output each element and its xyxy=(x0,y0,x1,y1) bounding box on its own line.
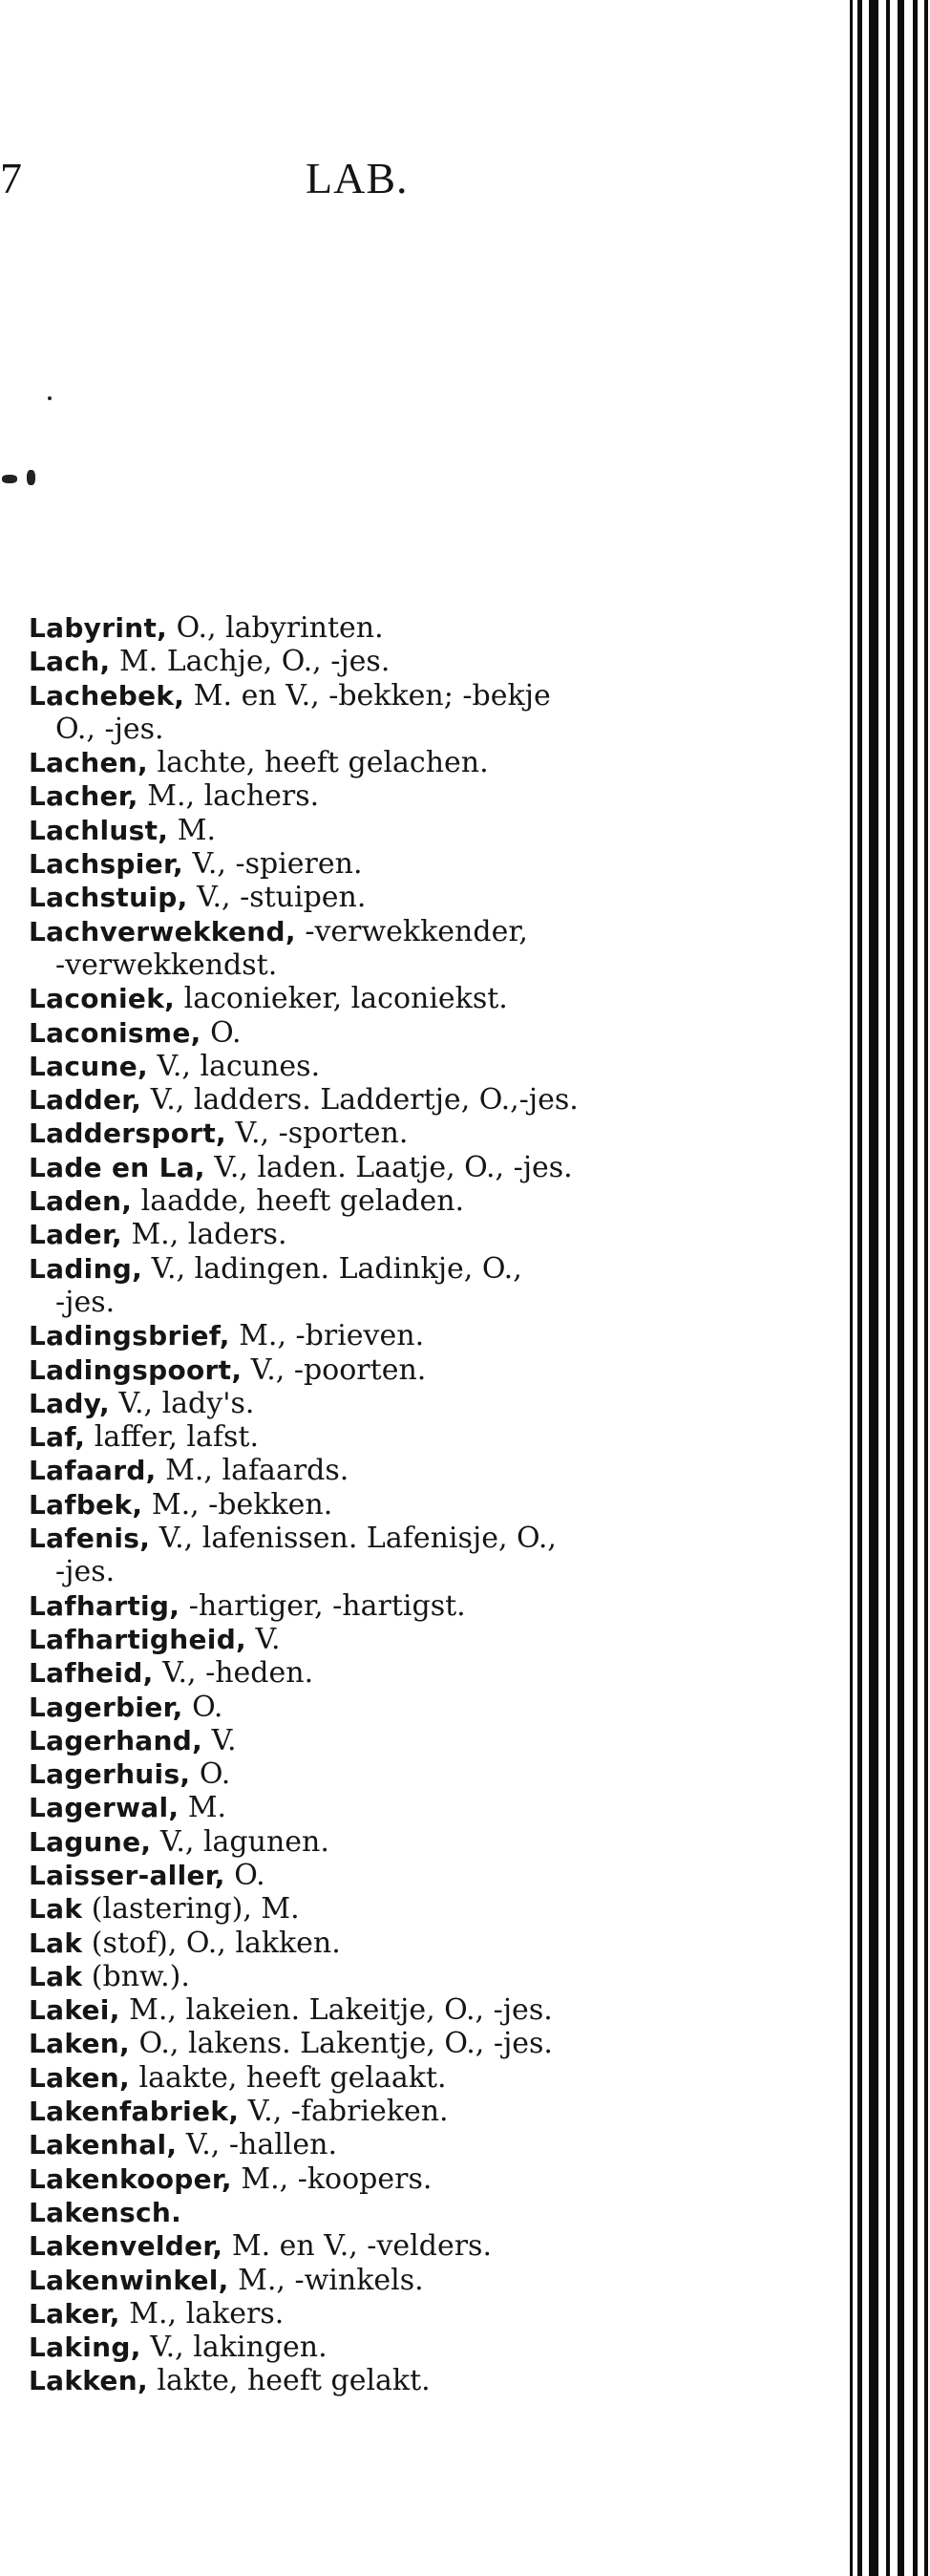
entry-headword: Lafenis, xyxy=(29,1522,151,1555)
entry-text: M. en V., -bekken; -bekje xyxy=(184,678,551,713)
dictionary-entry xyxy=(29,1050,831,1083)
entry-text: M., -winkels. xyxy=(228,2263,424,2297)
running-head: LAB. xyxy=(306,154,409,202)
dictionary-entry xyxy=(29,746,831,779)
dictionary-entry xyxy=(29,2196,831,2229)
entry-headword: Lachstuip, xyxy=(29,882,188,914)
dictionary-entry xyxy=(29,1353,831,1387)
entry-text: M. en V., -velders. xyxy=(222,2229,492,2264)
entry-text: lakte, heeft gelakt. xyxy=(147,2364,431,2398)
ink-speck xyxy=(48,396,52,400)
dictionary-entry xyxy=(29,881,831,914)
entry-headword: Labyrint, xyxy=(29,612,168,644)
dictionary-entry xyxy=(29,2364,831,2397)
entry-text: M., lakeien. Lakeitje, O., -jes. xyxy=(119,1993,553,2028)
entry-headword: Lafhartig, xyxy=(29,1589,180,1622)
entry-headword: Laken, xyxy=(29,2061,130,2094)
entry-text: O., lakens. Lakentje, O., -jes. xyxy=(129,2027,553,2061)
dictionary-entry xyxy=(29,1184,831,1218)
entry-text: M. xyxy=(179,1791,227,1825)
entry-headword: Lady, xyxy=(29,1387,110,1419)
dictionary-entry xyxy=(29,1117,831,1150)
dictionary-entry xyxy=(29,1691,831,1724)
dictionary-entry-list xyxy=(29,611,831,2398)
entry-headword: Laken, xyxy=(29,2028,130,2060)
dictionary-entry xyxy=(29,1724,831,1757)
dictionary-entry xyxy=(29,1522,831,1589)
entry-text: M., -brieven. xyxy=(229,1319,425,1353)
dictionary-entry xyxy=(29,1791,831,1824)
dictionary-entry xyxy=(29,1993,831,2027)
dictionary-entry xyxy=(29,1319,831,1352)
dictionary-entry xyxy=(29,2264,831,2297)
entry-headword: Lakenvelder, xyxy=(29,2230,223,2263)
entry-headword: Lak xyxy=(29,1893,83,1926)
ink-blot xyxy=(27,470,35,485)
entry-headword: Lafhartigheid, xyxy=(29,1623,246,1655)
entry-headword: Lafbek, xyxy=(29,1488,143,1521)
dictionary-entry xyxy=(29,645,831,678)
dictionary-entry xyxy=(29,2027,831,2060)
entry-text: V., -hallen. xyxy=(177,2128,338,2162)
entry-headword: Lagerbier, xyxy=(29,1691,183,1723)
entry-headword: Lakensch. xyxy=(29,2196,182,2228)
dictionary-entry xyxy=(29,1589,831,1623)
dictionary-entry xyxy=(29,2061,831,2095)
entry-headword: Lakei, xyxy=(29,1994,120,2027)
entry-headword: Lak xyxy=(29,1927,83,1959)
dictionary-entry xyxy=(29,1252,831,1320)
entry-headword: Ladder, xyxy=(29,1084,142,1117)
entry-headword: Lafheid, xyxy=(29,1657,154,1690)
entry-headword: Lakenfabriek, xyxy=(29,2096,240,2128)
entry-text: laakte, heeft gelaakt. xyxy=(129,2060,447,2095)
entry-headword: Lafaard, xyxy=(29,1455,157,1487)
dictionary-entry xyxy=(29,1151,831,1184)
entry-headword: Lade en La, xyxy=(29,1151,205,1183)
dictionary-entry xyxy=(29,1825,831,1859)
dictionary-entry xyxy=(29,679,831,747)
dictionary-entry xyxy=(29,1016,831,1050)
entry-headword: Laf, xyxy=(29,1421,86,1454)
dictionary-entry xyxy=(29,1927,831,1960)
entry-headword: Lagerwal, xyxy=(29,1792,180,1824)
entry-headword: Lader, xyxy=(29,1219,122,1251)
dictionary-entry xyxy=(29,1757,831,1791)
entry-text: O., labyrinten. xyxy=(167,611,384,645)
entry-headword: Laconiek, xyxy=(29,983,176,1015)
entry-headword: Lading, xyxy=(29,1252,143,1285)
entry-text: V., lafenissen. Lafenisje, O., xyxy=(150,1522,557,1556)
entry-text: V., -stuipen. xyxy=(187,881,367,915)
entry-text: V., ladingen. Ladinkje, O., xyxy=(142,1251,522,1286)
dictionary-entry xyxy=(29,2229,831,2263)
entry-headword: Lagerhand, xyxy=(29,1724,203,1756)
entry-text: V., lady's. xyxy=(110,1386,255,1420)
entry-text: -verwekkender, xyxy=(295,914,528,948)
dictionary-entry xyxy=(29,611,831,645)
dictionary-entry xyxy=(29,1387,831,1420)
binding-edge xyxy=(848,0,930,2576)
ink-blot xyxy=(2,475,17,483)
dictionary-entry xyxy=(29,2331,831,2364)
entry-headword: Lachlust, xyxy=(29,814,169,846)
entry-text: O. xyxy=(201,1015,242,1050)
dictionary-entry xyxy=(29,814,831,847)
entry-text: V., lakingen. xyxy=(140,2331,328,2365)
entry-text: M., lakers. xyxy=(119,2296,285,2331)
entry-text: V., lagunen. xyxy=(151,1824,329,1859)
entry-text: M. xyxy=(168,813,216,847)
dictionary-entry xyxy=(29,2297,831,2331)
entry-text: O. xyxy=(182,1690,223,1724)
entry-headword: Laker, xyxy=(29,2297,120,2330)
entry-headword: Lacher, xyxy=(29,780,138,813)
entry-continuation: O., -jes. xyxy=(55,712,164,746)
entry-text: (bnw.). xyxy=(82,1959,190,1993)
entry-text: V., lacunes. xyxy=(147,1049,321,1083)
page-number: 7 xyxy=(0,154,22,202)
dictionary-entry xyxy=(29,915,831,983)
entry-text: V., laden. Laatje, O., -jes. xyxy=(204,1150,573,1184)
dictionary-entry xyxy=(29,1488,831,1522)
dictionary-entry xyxy=(29,1960,831,1993)
entry-text: V., -poorten. xyxy=(242,1352,427,1387)
entry-headword: Laconisme, xyxy=(29,1016,201,1049)
entry-headword: Lach, xyxy=(29,646,111,678)
entry-text: laadde, heeft geladen. xyxy=(132,1184,465,1219)
entry-text: O. xyxy=(190,1757,231,1792)
entry-headword: Laddersport, xyxy=(29,1118,226,1150)
dictionary-entry xyxy=(29,1623,831,1656)
dictionary-entry xyxy=(29,2162,831,2196)
entry-text: M. Lachje, O., -jes. xyxy=(110,645,391,679)
entry-text: V., -sporten. xyxy=(226,1117,409,1151)
entry-text: lachte, heeft gelachen. xyxy=(147,746,489,780)
entry-headword: Laisser-aller, xyxy=(29,1859,225,1891)
dictionary-entry xyxy=(29,1218,831,1251)
entry-headword: Lakenkooper, xyxy=(29,2162,232,2195)
entry-headword: Lachverwekkend, xyxy=(29,915,296,947)
entry-text: laconieker, laconiekst. xyxy=(175,982,508,1016)
entry-text: V. xyxy=(202,1723,237,1757)
dictionary-entry xyxy=(29,1454,831,1487)
dictionary-entry xyxy=(29,1083,831,1117)
dictionary-entry xyxy=(29,1859,831,1892)
entry-headword: Lacune, xyxy=(29,1050,148,1082)
entry-text: M., laders. xyxy=(121,1218,287,1252)
entry-text: M., -bekken. xyxy=(142,1487,333,1522)
entry-text: (stof), O., lakken. xyxy=(82,1926,341,1960)
dictionary-entry xyxy=(29,847,831,881)
entry-text: -hartiger, -hartigst. xyxy=(180,1588,466,1623)
entry-text: V., -heden. xyxy=(153,1656,314,1691)
entry-headword: Lachen, xyxy=(29,747,148,779)
entry-headword: Ladingspoort, xyxy=(29,1353,243,1386)
entry-continuation: -jes. xyxy=(55,1555,116,1589)
dictionary-entry xyxy=(29,982,831,1015)
entry-headword: Laking, xyxy=(29,2331,141,2364)
entry-text: M., lachers. xyxy=(137,779,320,814)
entry-text: V., -fabrieken. xyxy=(239,2095,449,2129)
entry-headword: Lagune, xyxy=(29,1825,152,1858)
entry-text: V., -spieren. xyxy=(182,847,363,882)
entry-text: (lastering), M. xyxy=(82,1892,300,1927)
entry-headword: Lachebek, xyxy=(29,679,185,712)
dictionary-entry xyxy=(29,2095,831,2128)
entry-text: V. xyxy=(245,1622,281,1656)
dictionary-entry xyxy=(29,1892,831,1926)
entry-headword: Lagerhuis, xyxy=(29,1758,191,1791)
entry-headword: Lakenhal, xyxy=(29,2129,178,2161)
dictionary-entry xyxy=(29,1656,831,1690)
entry-headword: Lachspier, xyxy=(29,848,183,881)
entry-text: M., lafaards. xyxy=(156,1454,349,1488)
entry-headword: Laden, xyxy=(29,1185,133,1218)
entry-text: V., ladders. Laddertje, O.,-jes. xyxy=(141,1083,579,1118)
entry-headword: Lakenwinkel, xyxy=(29,2264,229,2296)
entry-text: O. xyxy=(224,1858,265,1892)
entry-continuation: -verwekkendst. xyxy=(55,947,278,982)
entry-headword: Lakken, xyxy=(29,2365,148,2397)
entry-text: M., -koopers. xyxy=(231,2161,433,2196)
dictionary-entry xyxy=(29,2128,831,2161)
dictionary-entry xyxy=(29,779,831,813)
dictionary-entry xyxy=(29,1420,831,1454)
entry-headword: Ladingsbrief, xyxy=(29,1320,230,1352)
entry-headword: Lak xyxy=(29,1960,83,1992)
entry-continuation: -jes. xyxy=(55,1285,116,1319)
entry-text: laffer, lafst. xyxy=(85,1420,260,1455)
